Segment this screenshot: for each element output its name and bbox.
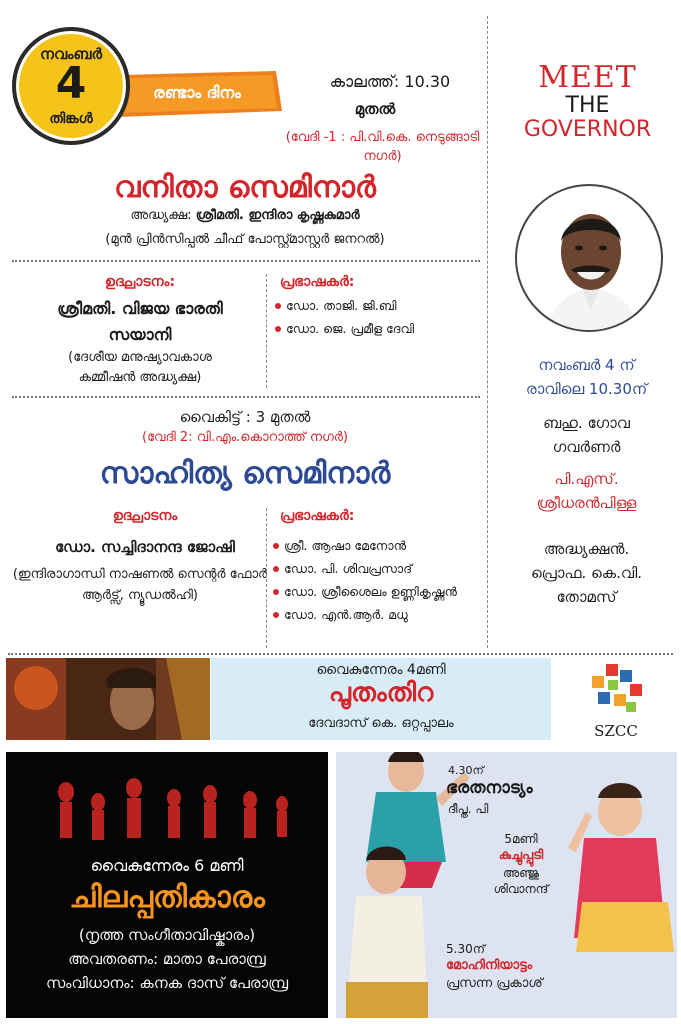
governor-name-1: പി.എസ്.	[554, 470, 619, 488]
badge-weekday: തിങ്കൾ	[49, 111, 93, 127]
evening-inaug-label: ഉദ്ഘാടനം	[112, 508, 178, 524]
governor-time: രാവിലെ 10.30ന്	[525, 380, 648, 398]
speaker-item: ശ്രീ. ആഷാ മേനോൻ	[272, 538, 472, 554]
morning-inaug-label: ഉദ്ഘാടനം:	[104, 274, 176, 290]
poothan-photo	[6, 658, 210, 740]
governor-name-2: ശ്രീധരൻപിള്ള	[536, 494, 637, 512]
dance2-name: കുച്ചുപ്പുടി	[498, 848, 544, 863]
the-word: THE	[565, 93, 610, 118]
speaker-item: ഡോ. ജെ. പ്രമീള ദേവി	[274, 321, 484, 337]
badge-day: 4	[55, 58, 87, 109]
governor-date: നവംബർ 4 ന്	[538, 356, 635, 374]
governor-word: GOVERNOR	[523, 117, 652, 142]
chil-director: സംവിധാനം: കനക ദാസ് പേരാമ്പ്ര	[45, 974, 289, 992]
section-divider	[487, 16, 488, 648]
dance3-name: മോഹിനിയാട്ടം	[446, 958, 533, 973]
poothan-time: വൈകുന്നേരം 4മണി	[316, 662, 446, 678]
column-divider	[266, 274, 267, 388]
poothan-title: പൂതംതിറ	[328, 678, 434, 708]
speaker-item: ഡോ. പി. ശിവപ്രസാദ്	[272, 561, 472, 577]
evening-venue: (വേദി 2: വി.എം.കൊറാത്ത് നഗർ)	[142, 430, 348, 445]
poothan-image	[6, 658, 210, 740]
chil-title: ചിലപ്പതികാരം	[69, 880, 265, 915]
szcc-logo	[584, 662, 648, 742]
dance-stage-image	[6, 752, 328, 862]
dance1-artist: ദീപ്ത. പി	[448, 802, 489, 816]
dance1-name: ഭരതനാട്യം	[446, 778, 533, 798]
szcc-label: SZCC	[594, 722, 638, 740]
governor-photo	[515, 184, 663, 332]
dance3-time: 5.30ന്	[446, 942, 485, 956]
morning-chair	[10, 208, 480, 223]
evening-inaug-name: ഡോ. സച്ചിദാനന്ദ ജോഷി	[55, 538, 235, 556]
portrait-image	[517, 186, 663, 332]
morning-chair-role: (മുൻ പ്രിൻസിപ്പൽ ചീഫ് പോസ്റ്റ്മാസ്റ്റർ ജനറൽ)	[105, 232, 385, 247]
meet-the-governor	[500, 62, 675, 142]
speaker-item: ഡോ. താജി. ജി.ബി	[274, 298, 484, 314]
poothan-artist: ദേവദാസ് കെ. ഒറ്റപ്പാലം	[308, 716, 454, 731]
meet-word: MEET	[538, 60, 637, 95]
ribbon-label: രണ്ടാം ദിനം	[153, 83, 241, 102]
divider	[8, 653, 673, 655]
morning-time: കാലത്ത്: 10.30	[329, 72, 451, 91]
morning-chair-name: ശ്രീമതി. ഇന്ദിരാ കൃഷ്ണകുമാർ	[195, 208, 360, 223]
morning-speakers	[274, 298, 484, 344]
dance2-artist-2: ശിവാനന്ദ്	[493, 882, 549, 896]
speaker-item: ഡോ. ശ്രീശൈലം ഉണ്ണികൃഷ്ണൻ	[272, 584, 472, 600]
governor-chair-3: തോമസ്	[556, 588, 617, 606]
dance2-artist-1: അഞ്ജു	[502, 866, 540, 880]
chil-presenter: അവതരണം: മാതാ പേരാമ്പ്ര	[68, 950, 266, 968]
badge-month: നവംബർ	[40, 45, 102, 63]
governor-title-2: ഗവർണർ	[552, 438, 621, 456]
chilappathikaram-panel	[6, 752, 328, 1018]
speaker-item: ഡോ. എൻ.ആർ. മധു	[272, 607, 472, 623]
morning-chair-label: അദ്ധ്യക്ഷ:	[130, 208, 192, 223]
morning-from: മുതൽ	[354, 100, 396, 118]
divider	[12, 396, 480, 398]
governor-chair-1: അദ്ധ്യക്ഷൻ.	[543, 540, 630, 558]
morning-speakers-label: പ്രഭാഷകർ:	[280, 274, 355, 290]
evening-title: സാഹിത്യ സെമിനാർ	[99, 456, 391, 491]
dance1-time: 4.30ന്	[448, 764, 484, 777]
date-badge	[12, 27, 292, 147]
morning-venue: (വേദി -1 : പി.വി.കെ. നെടുങ്ങാടി നഗർ)	[285, 130, 480, 164]
dance2-time: 5മണി	[504, 832, 538, 846]
morning-title: വനിതാ സെമിനാർ	[114, 170, 376, 205]
governor-title-1: ബഹു. ഗോവ	[543, 414, 630, 432]
chil-time: വൈകുന്നേരം 6 മണി	[90, 856, 244, 875]
column-divider	[266, 508, 267, 648]
evening-time: വൈകിട്ട് : 3 മുതൽ	[179, 408, 311, 426]
evening-speakers	[272, 538, 472, 630]
dance-panel	[336, 752, 677, 1018]
evening-speakers-label: പ്രഭാഷകർ:	[280, 508, 355, 524]
divider	[12, 260, 480, 262]
morning-inaug-role: (ദേശീയ മനുഷ്യാവകാശ കമ്മീഷൻ അദ്ധ്യക്ഷ)	[68, 350, 212, 385]
governor-chair-2: പ്രൊഫ. കെ.വി.	[530, 564, 643, 582]
szcc-mark-icon	[584, 662, 648, 718]
morning-inaug-name: ശ്രീമതി. വിജയ ഭാരതി സയാനി	[57, 299, 223, 344]
chil-subtitle: (നൃത്ത സംഗീതാവിഷ്കാരം)	[78, 926, 256, 944]
evening-inaug-role: (ഇന്ദിരാഗാന്ധി നാഷണൽ സെന്റർ ഫോർ ആർട്സ്, ന്യൂഡൽഹി)	[12, 567, 268, 603]
dance3-artist: പ്രസന്ന പ്രകാശ്	[446, 976, 543, 991]
